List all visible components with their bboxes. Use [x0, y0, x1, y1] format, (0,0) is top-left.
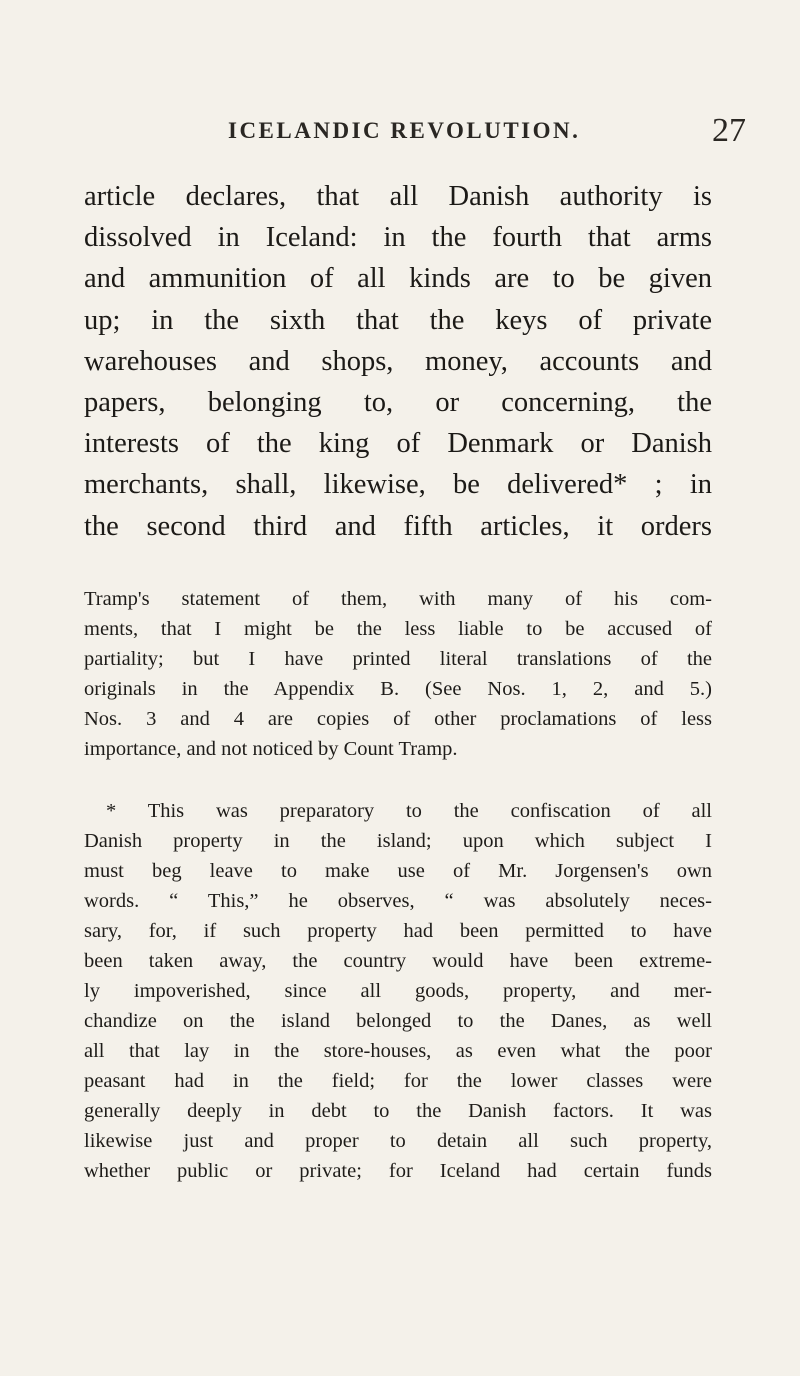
footnote-line: originals in the Appendix B. (See Nos. 1, 2, and 5.)	[84, 678, 712, 700]
footnote-line: Danish property in the island; upon which subject I	[84, 830, 712, 852]
footnote-line: words. “ This,” he observes, “ was absolutely neces-	[84, 890, 712, 912]
footnote-line: likewise just and proper to detain all such property,	[84, 1130, 712, 1152]
main-line: merchants, shall, likewise, be delivered* ; in	[84, 469, 712, 501]
running-head	[0, 112, 800, 152]
footnote-line: must beg leave to make use of Mr. Jorgensen's own	[84, 860, 712, 882]
footnote-line: Nos. 3 and 4 are copies of other proclamations of less	[84, 708, 712, 730]
footnote-continued	[84, 584, 712, 764]
main-line: interests of the king of Denmark or Danish	[84, 428, 712, 460]
footnote-line: partiality; but I have printed literal translations of the	[84, 648, 712, 670]
footnote-line: sary, for, if such property had been permitted to have	[84, 920, 712, 942]
main-line: and ammunition of all kinds are to be given	[84, 263, 712, 295]
footnote-line: * This was preparatory to the confiscation of all	[106, 800, 712, 822]
footnote-line: importance, and not noticed by Count Tramp.	[84, 738, 458, 760]
footnote-line: generally deeply in debt to the Danish factors. It was	[84, 1100, 712, 1122]
footnote-line: been taken away, the country would have been extreme-	[84, 950, 712, 972]
footnote-line: whether public or private; for Iceland had certain funds	[84, 1160, 712, 1182]
page-number: 27	[712, 112, 746, 149]
main-line: papers, belonging to, or concerning, the	[84, 386, 712, 418]
footnote-line: peasant had in the field; for the lower classes were	[84, 1070, 712, 1092]
footnote-star	[84, 796, 712, 1186]
main-line: warehouses and shops, money, accounts and	[84, 345, 712, 377]
footnote-line: chandize on the island belonged to the Danes, as well	[84, 1010, 712, 1032]
footnote-line: all that lay in the store-houses, as even what the poor	[84, 1040, 712, 1062]
main-line: article declares, that all Danish authority is	[84, 181, 712, 212]
footnote-line: Tramp's statement of them, with many of his com-	[84, 588, 712, 610]
main-paragraph	[84, 176, 712, 547]
main-line: up; in the sixth that the keys of private	[84, 304, 712, 336]
main-line: the second third and fifth articles, it orders	[84, 510, 712, 542]
running-title: ICELANDIC REVOLUTION.	[228, 118, 581, 143]
main-line: dissolved in Iceland: in the fourth that arms	[84, 222, 712, 254]
footnote-line: ments, that I might be the less liable to be accused of	[84, 618, 712, 640]
footnote-line: ly impoverished, since all goods, property, and mer-	[84, 980, 712, 1002]
